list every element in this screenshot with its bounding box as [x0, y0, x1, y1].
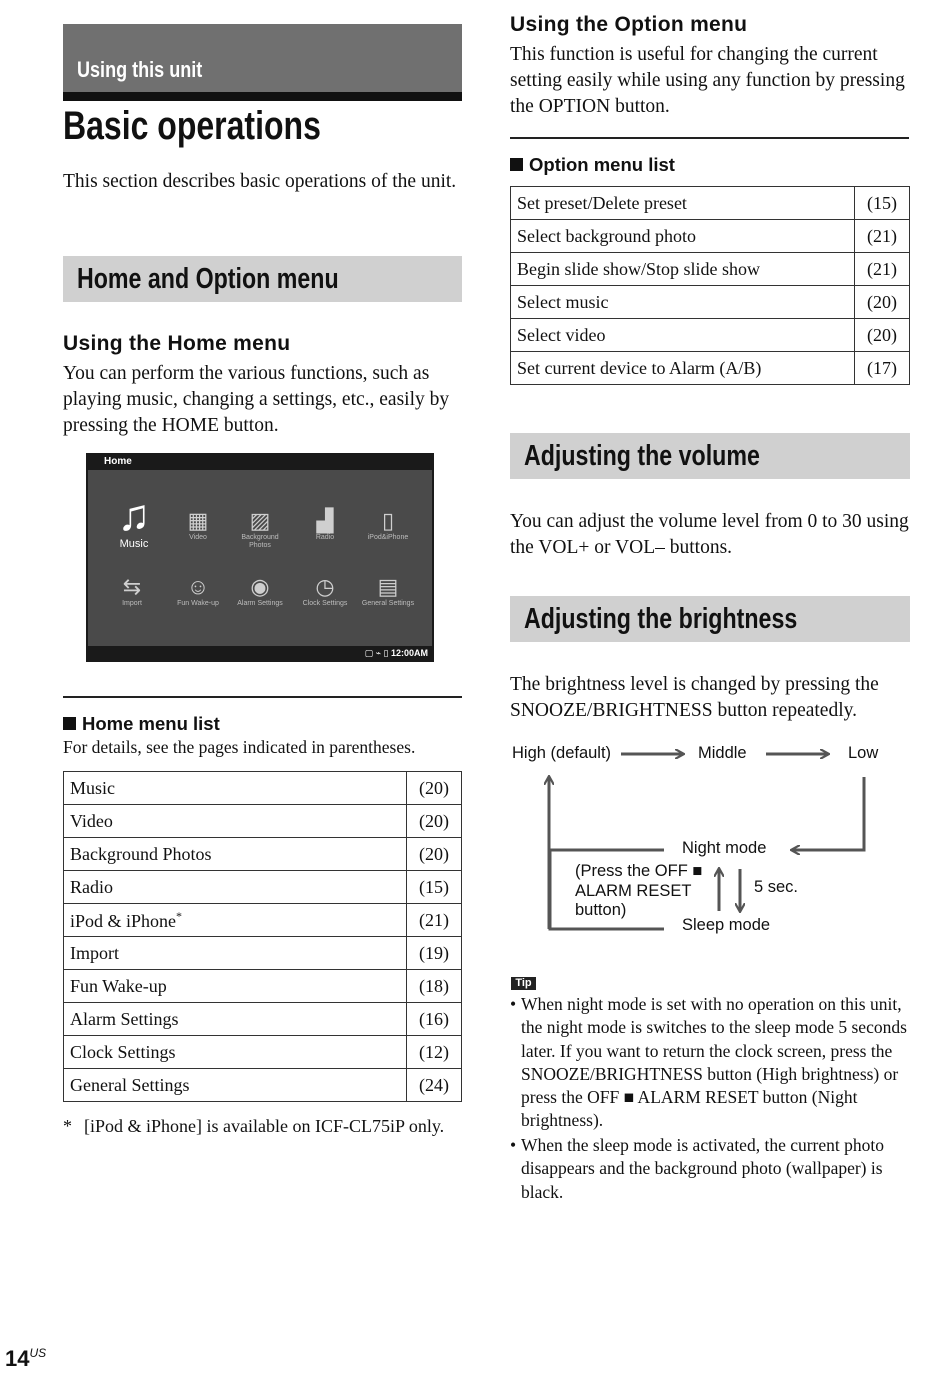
footnote [63, 1116, 444, 1137]
home-menu-list-note: For details, see the pages indicated in parentheses. [63, 737, 416, 757]
section-home-option [63, 256, 462, 302]
picture-icon: ▨ Background Photos [241, 508, 279, 549]
toolbox-icon: ▤ General Settings [361, 574, 415, 607]
table-row [64, 904, 462, 937]
label-sleep-mode: Sleep mode [682, 916, 771, 934]
menu-item-label: Select video [511, 319, 855, 352]
menu-item-label: Alarm Settings [64, 1003, 407, 1036]
menu-item-label: Begin slide show/Stop slide show [511, 253, 855, 286]
page-title: Basic operations [63, 104, 321, 148]
menu-item-label: Background Photos [64, 838, 407, 871]
tip-bullet-2: • When the sleep mode is activated, the current photo disappears and the background photo (wallpaper) is black. [510, 1135, 884, 1202]
menu-item-label: Set preset/Delete preset [511, 187, 855, 220]
label-delay: 5 sec. [754, 878, 799, 896]
option-menu-text: This function is useful for changing the current setting easily while using any function by pressing the OPTION button. [510, 44, 905, 117]
table-row [64, 871, 462, 904]
table-row [64, 805, 462, 838]
clock-icon: ◷ Clock Settings [302, 574, 348, 607]
menu-item-page: (19) [407, 937, 462, 970]
menu-item-page: (16) [407, 1003, 462, 1036]
divider [510, 137, 909, 139]
table-row [511, 220, 910, 253]
menu-item-label: Select background photo [511, 220, 855, 253]
home-screen-title: Home [104, 456, 132, 467]
chapter-header [63, 24, 462, 92]
menu-item-page: (17) [855, 352, 910, 385]
face-icon: ☺ Fun Wake-up [177, 574, 219, 607]
film-icon: ▦ Video [187, 508, 209, 541]
radio-icon: ▟ Radio [315, 508, 335, 541]
home-screen-illustration [86, 453, 434, 662]
option-menu-list-heading: Option menu list [510, 154, 675, 176]
square-bullet-icon [510, 158, 523, 171]
press-line-1: (Press the OFF ■ [575, 862, 703, 880]
table-row [511, 319, 910, 352]
footnote-mark: * [176, 908, 183, 923]
option-menu-table [510, 186, 910, 385]
music-note-icon: ♫ Music [117, 491, 151, 550]
menu-item-label: Video [64, 805, 407, 838]
section-brightness [510, 596, 910, 642]
menu-item-label: Import [64, 937, 407, 970]
menu-item-page: (20) [407, 772, 462, 805]
ipod-icon: ▯ iPod&iPhone [367, 508, 409, 541]
tip-bullet-1: • When night mode is set with no operation on this unit, the night mode is switches to the sleep mode 5 seconds later. If you want to return the clock screen, press the SNOOZE/BRIGHTNESS button (High brightness) or press the OFF ■ ALARM RESET button (Night brightness). [510, 994, 907, 1131]
section-volume [510, 433, 910, 479]
menu-item-page: (20) [855, 286, 910, 319]
menu-item-page: (20) [407, 838, 462, 871]
menu-item-label: Clock Settings [64, 1036, 407, 1069]
divider [63, 696, 462, 698]
chapter-title: Using this unit [77, 57, 203, 82]
chapter-rule [63, 92, 462, 101]
menu-item-page: (20) [855, 319, 910, 352]
table-row [511, 253, 910, 286]
table-row [511, 352, 910, 385]
table-row [64, 1003, 462, 1036]
home-screen-grid [88, 470, 432, 646]
table-row [64, 838, 462, 871]
status-icons: ▢ ⌁ ▯ [364, 648, 391, 658]
menu-item-page: (12) [407, 1036, 462, 1069]
menu-item-label: Music [64, 772, 407, 805]
table-row [511, 286, 910, 319]
square-bullet-icon [63, 717, 76, 730]
section-title: Adjusting the brightness [524, 603, 798, 635]
menu-item-page: (21) [855, 220, 910, 253]
home-menu-text: You can perform the various functions, such as playing music, changing a settings, etc., easily by pressing the HOME button. [63, 363, 450, 436]
menu-item-page: (20) [407, 805, 462, 838]
press-line-3: button) [575, 901, 627, 919]
label-night-mode: Night mode [682, 839, 767, 857]
menu-item-page: (24) [407, 1069, 462, 1102]
page-number: $14^{US}$ [5, 1346, 47, 1371]
menu-item-label: General Settings [64, 1069, 407, 1102]
home-menu-list-heading: Home menu list [63, 713, 220, 735]
arrow-low-to-night [792, 777, 864, 850]
home-menu-table [63, 771, 462, 1102]
brightness-text: The brightness level is changed by pressing the SNOOZE/BRIGHTNESS button repeatedly. [510, 674, 879, 721]
table-row [511, 187, 910, 220]
section-title: Home and Option menu [77, 263, 339, 295]
footnote-mark: * [63, 1116, 72, 1136]
press-line-2: ALARM RESET [575, 881, 692, 900]
alarm-icon: ◉ Alarm Settings [237, 574, 283, 607]
table-row [64, 772, 462, 805]
import-icon: ⇆ Import [122, 574, 142, 607]
status-time: 12:00AM [390, 648, 428, 658]
table-row [64, 970, 462, 1003]
menu-item-label: Set current device to Alarm (A/B) [511, 352, 855, 385]
tip-badge: Tip [511, 977, 536, 990]
menu-item-page: (15) [855, 187, 910, 220]
label-press-off [575, 862, 702, 921]
intro-text: This section describes basic operations of the unit. [63, 171, 457, 192]
status-bar [365, 648, 428, 659]
menu-item-page: (18) [407, 970, 462, 1003]
label-middle: Middle [698, 744, 747, 762]
home-menu-heading: Using the Home menu [63, 332, 291, 355]
menu-item-page: (21) [407, 904, 462, 937]
footnote-text: [iPod & iPhone] is available on ICF-CL75iP only. [84, 1116, 445, 1136]
menu-item-label: Fun Wake-up [64, 970, 407, 1003]
option-menu-heading: Using the Option menu [510, 13, 748, 36]
menu-item-label: Radio [64, 871, 407, 904]
menu-item-label: Select music [511, 286, 855, 319]
volume-text: You can adjust the volume level from 0 to 30 using the VOL+ or VOL– buttons. [510, 511, 909, 558]
section-title: Adjusting the volume [524, 440, 760, 472]
menu-item-label: iPod & iPhone* [64, 904, 407, 937]
table-row [64, 1036, 462, 1069]
menu-item-page: (21) [855, 253, 910, 286]
menu-item-page: (15) [407, 871, 462, 904]
label-low: Low [848, 744, 879, 762]
label-high: High (default) [512, 744, 612, 762]
table-row [64, 1069, 462, 1102]
table-row [64, 937, 462, 970]
